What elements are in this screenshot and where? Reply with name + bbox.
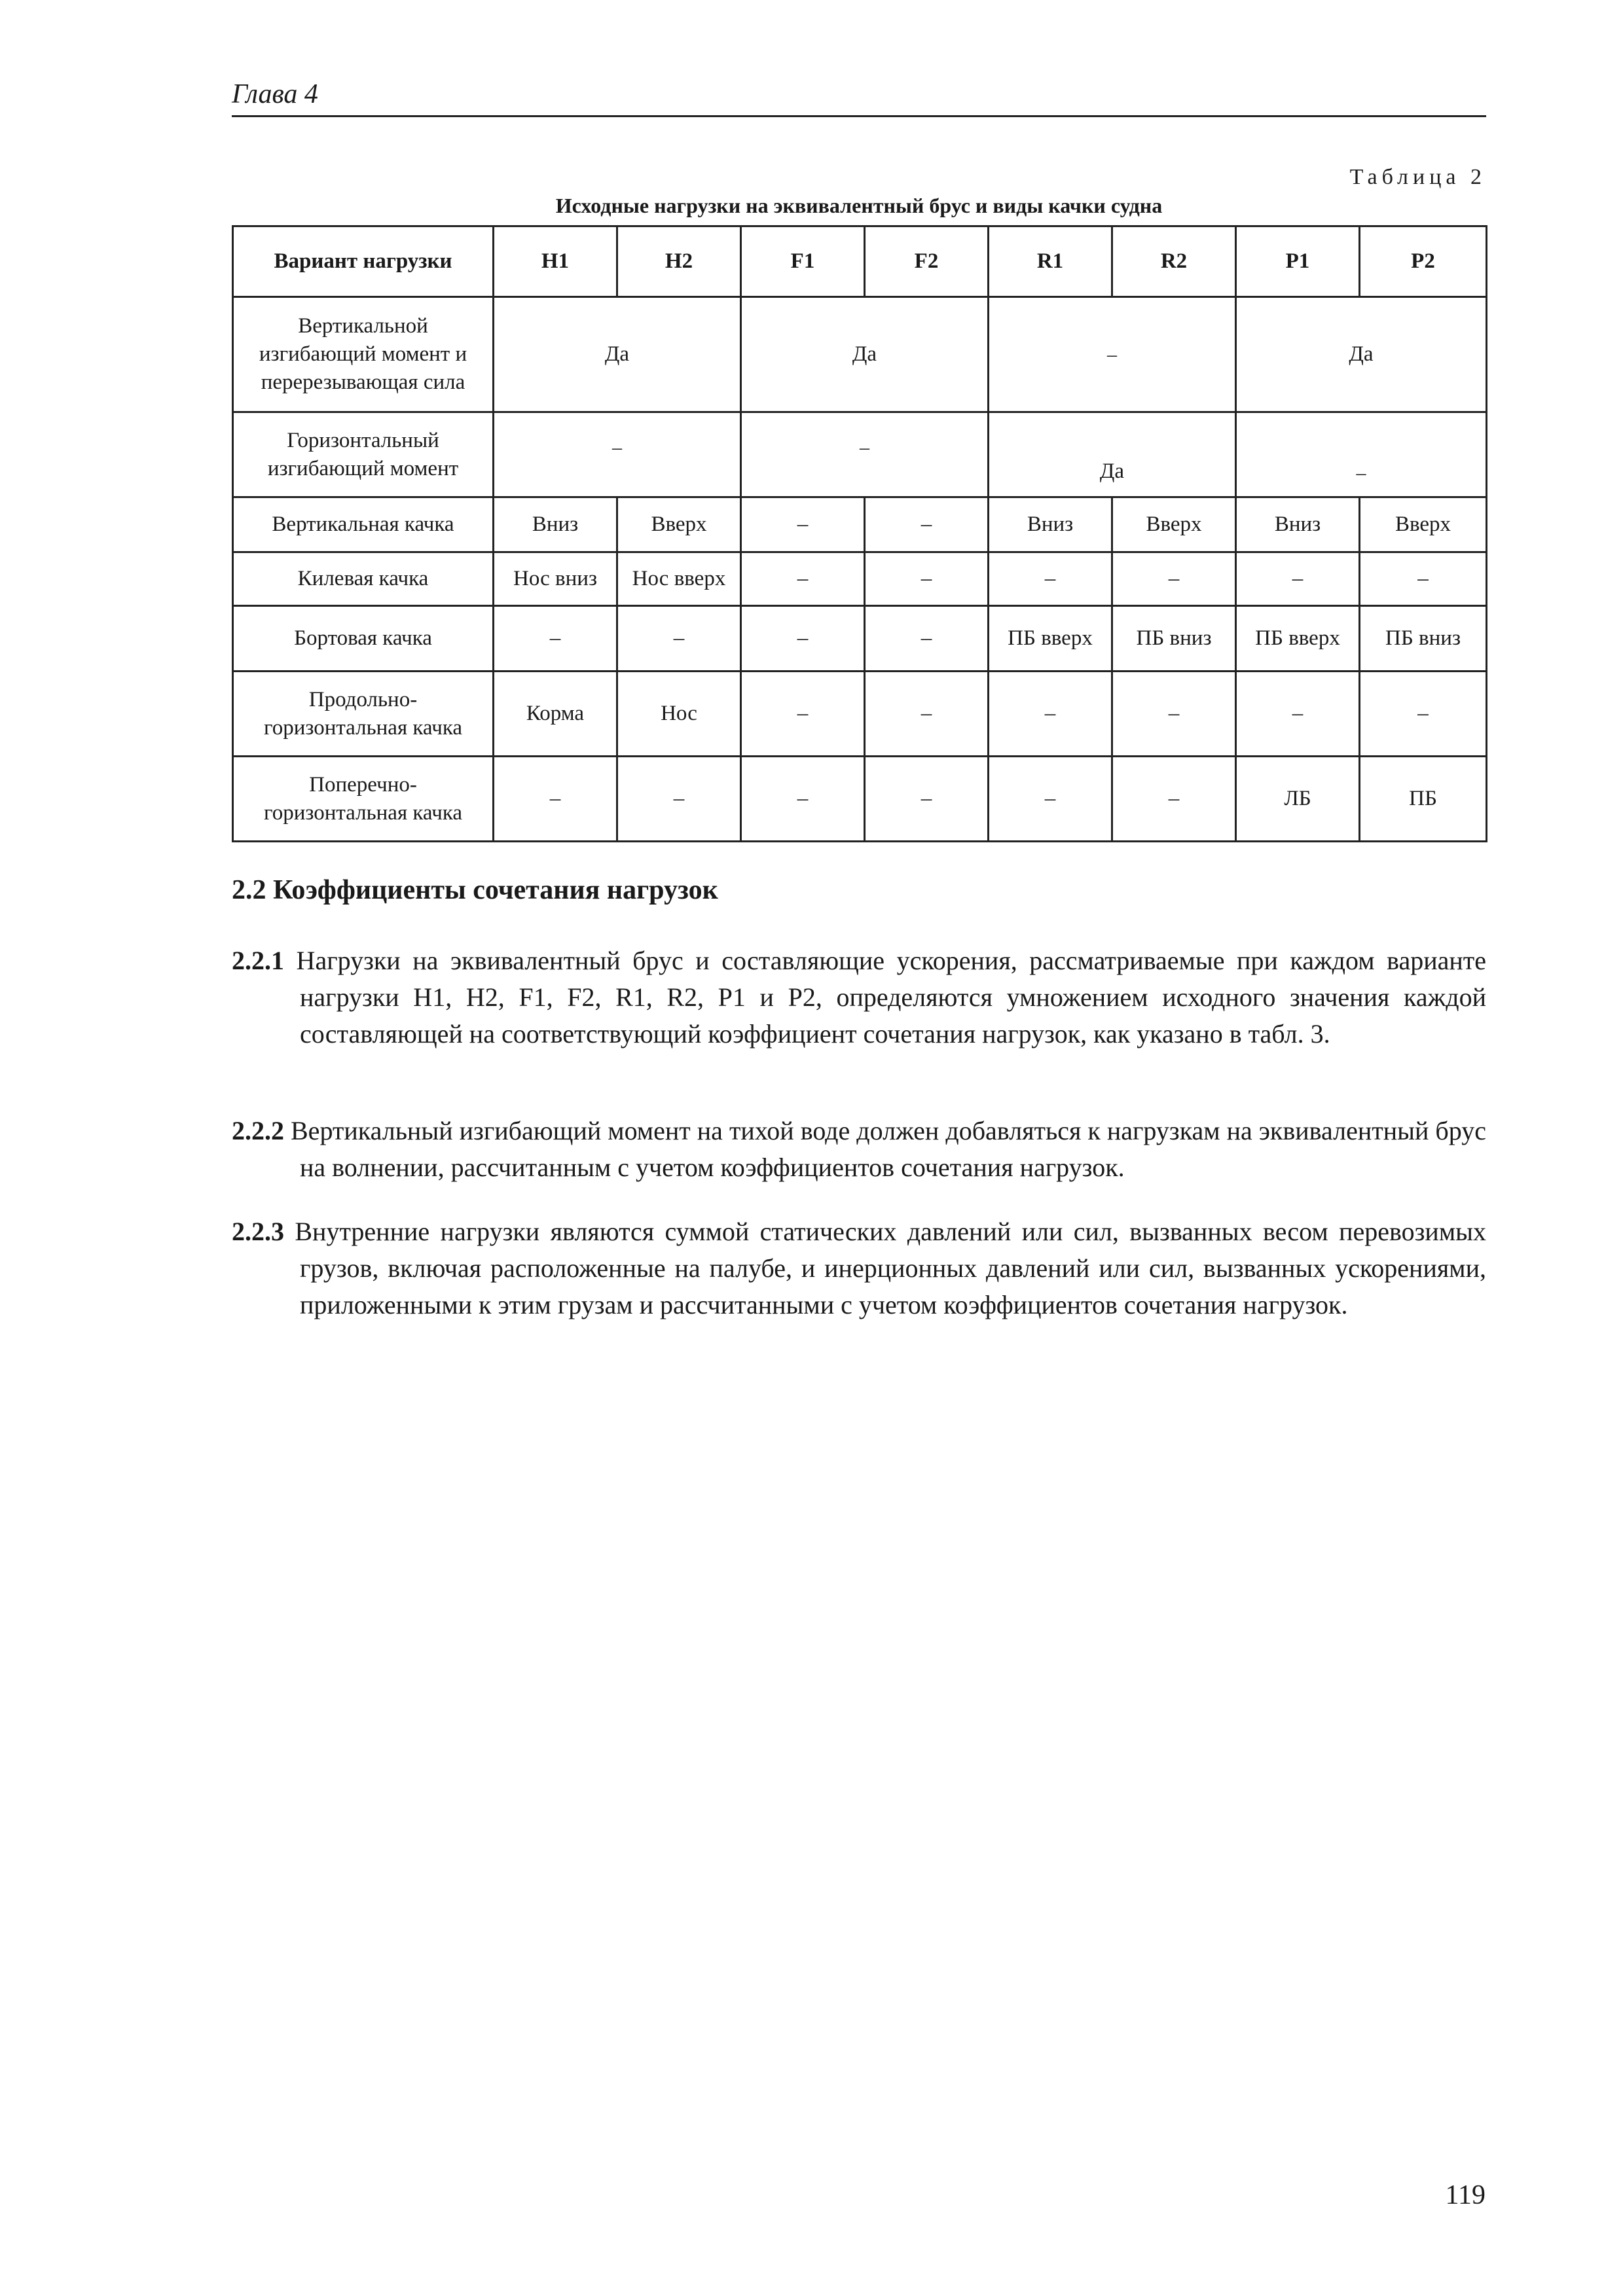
table-cell: –: [1236, 552, 1360, 606]
table-cell: –: [741, 552, 865, 606]
paragraph-number: 2.2.1: [232, 946, 284, 975]
table-cell: –: [989, 297, 1236, 412]
table-cell: Да: [741, 297, 989, 412]
row-label: Бортовая качка: [233, 606, 494, 672]
header-cell: F1: [741, 226, 865, 297]
table-cell: ПБ вверх: [989, 606, 1112, 672]
table-cell: Вверх: [617, 497, 741, 552]
paragraph-2-2-3: [232, 1213, 1486, 1323]
paragraph-number: 2.2.2: [232, 1116, 284, 1145]
section-heading: 2.2 Коэффициенты сочетания нагрузок: [232, 875, 718, 905]
table-row: [233, 497, 1487, 552]
table-cell: –: [865, 497, 989, 552]
paragraph-text: Нагрузки на эквивалентный брус и составляющие ускорения, рассматриваемые при каждом варианте нагрузки H1, H2, F1, F2, R1, R2, P1 и P2, определяются умножением исходного значения каждой составляющей на соответствующий коэффициент сочетания нагрузок, как указано в табл. 3.: [284, 946, 1486, 1049]
table-cell: Да: [1236, 297, 1487, 412]
row-label: Килевая качка: [233, 552, 494, 606]
table-cell: –: [1112, 672, 1236, 757]
table-cell: –: [494, 412, 741, 497]
table-cell: ПБ вниз: [1112, 606, 1236, 672]
table-cell: Корма: [494, 672, 617, 757]
table-cell: Вверх: [1112, 497, 1236, 552]
row-label: Продольно-горизонтальная качка: [233, 672, 494, 757]
table-cell: –: [1360, 672, 1487, 757]
table-cell: Вниз: [989, 497, 1112, 552]
table-cell: Нос вниз: [494, 552, 617, 606]
table-cell: –: [1236, 412, 1487, 497]
table-header-row: [233, 226, 1487, 297]
row-label: Вертикальная качка: [233, 497, 494, 552]
table-row: [233, 552, 1487, 606]
table-cell: –: [989, 552, 1112, 606]
page-number: 119: [1445, 2180, 1486, 2210]
row-label: Поперечно-горизонтальная качка: [233, 757, 494, 842]
table-row: [233, 606, 1487, 672]
table-cell: –: [741, 672, 865, 757]
header-cell: P2: [1360, 226, 1487, 297]
table-cell: –: [741, 412, 989, 497]
table-cell: Да: [494, 297, 741, 412]
header-cell: P1: [1236, 226, 1360, 297]
paragraph-2-2-2: [232, 1113, 1486, 1186]
table-cell: –: [989, 757, 1112, 842]
header-cell: Вариант нагрузки: [233, 226, 494, 297]
table-cell: –: [989, 672, 1112, 757]
table-row: [233, 297, 1487, 412]
table-cell: –: [741, 606, 865, 672]
table-row: [233, 757, 1487, 842]
table-cell: Вниз: [1236, 497, 1360, 552]
table-cell: ЛБ: [1236, 757, 1360, 842]
header-cell: R2: [1112, 226, 1236, 297]
table-cell: –: [1360, 552, 1487, 606]
table-cell: –: [494, 606, 617, 672]
header-cell: R1: [989, 226, 1112, 297]
header-cell: F2: [865, 226, 989, 297]
table-cell: Нос вверх: [617, 552, 741, 606]
table-cell: –: [494, 757, 617, 842]
table-caption: Исходные нагрузки на эквивалентный брус и виды качки судна: [555, 194, 1163, 217]
chapter-title: Глава 4: [232, 79, 318, 109]
table-cell: Вниз: [494, 497, 617, 552]
table-cell: –: [617, 606, 741, 672]
paragraph-number: 2.2.3: [232, 1217, 284, 1246]
table-row: [233, 672, 1487, 757]
table-cell: –: [617, 757, 741, 842]
table-cell: ПБ: [1360, 757, 1487, 842]
table-cell: –: [1236, 672, 1360, 757]
table-row: [233, 412, 1487, 497]
row-label: Горизонтальный изгибающий момент: [233, 412, 494, 497]
header-cell: H1: [494, 226, 617, 297]
table-cell: –: [741, 497, 865, 552]
table-cell: –: [865, 757, 989, 842]
paragraph-2-2-1: [232, 942, 1486, 1052]
table-cell: ПБ вниз: [1360, 606, 1487, 672]
table-label: Таблица 2: [1349, 165, 1486, 189]
table-cell: –: [1112, 757, 1236, 842]
table-cell: –: [865, 606, 989, 672]
table-cell: –: [1112, 552, 1236, 606]
table-cell: –: [741, 757, 865, 842]
header-cell: H2: [617, 226, 741, 297]
table-cell: ПБ вверх: [1236, 606, 1360, 672]
paragraph-text: Вертикальный изгибающий момент на тихой воде должен добавляться к нагрузкам на эквивалентный брус на волнении, рассчитанным с учетом коэффициентов сочетания нагрузок.: [284, 1116, 1486, 1182]
table-cell: Нос: [617, 672, 741, 757]
row-label: Вертикальной изгибающий момент и перерезывающая сила: [233, 297, 494, 412]
paragraph-text: Внутренние нагрузки являются суммой статических давлений или сил, вызванных весом перевозимых грузов, включая расположенные на палубе, и инерционных давлений или сил, вызванных ускорениями, приложенными к этим грузам и рассчитанными с учетом коэффициентов сочетания нагрузок.: [284, 1217, 1486, 1319]
table-cell: Вверх: [1360, 497, 1487, 552]
load-variants-table: [232, 225, 1487, 842]
page-header: [232, 73, 1486, 117]
table-cell: Да: [989, 412, 1236, 497]
table-cell: –: [865, 672, 989, 757]
table-cell: –: [865, 552, 989, 606]
